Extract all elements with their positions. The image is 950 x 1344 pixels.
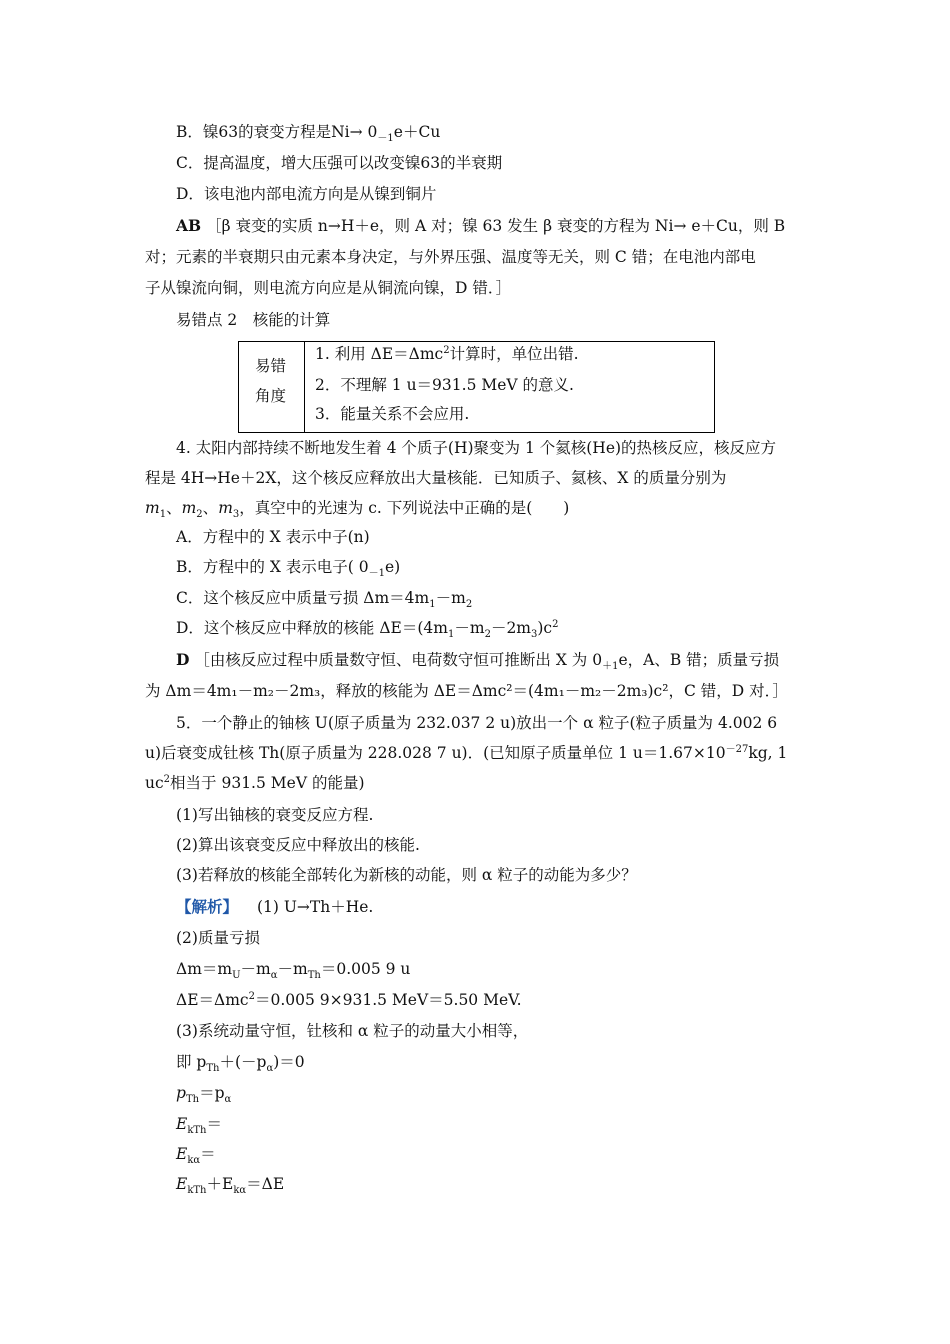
q5-solution-line-10: $E_{kTh}+E_{k\alpha}=\Delta E$ xyxy=(176,1175,285,1197)
q5-stem-line-2: u)后衰变成钍核 Th(原子质量为 228.028 7 u)．(已知原子质量单位 1 $u=1.67\times 10^{-27}kg$, 1 xyxy=(145,743,788,762)
q3-answer-line-3: 子从镍流向铜，则电流方向应是从铜流向镍，D 错．］ xyxy=(145,279,512,297)
solution-tag: 【解析】 xyxy=(176,897,239,916)
q4-option-c: C．这个核反应中质量亏损 $\Delta m=4m_1-m_2$ xyxy=(176,589,473,611)
q4-stem-line-3: $m_1$、$m_2$、$m_3$，真空中的光速为 c. 下列说法中正确的是( ) xyxy=(145,499,570,521)
q5-part-3: (3)若释放的核能全部转化为新核的动能，则 α 粒子的动能为多少？ xyxy=(176,866,637,884)
q5-solution-line-4: ΔE＝Δmc$^2$＝0.005 9×931.5 MeV＝5.50 MeV. xyxy=(176,990,522,1009)
q3-answer-line-2: 对；元素的半衰期只由元素本身决定，与外界压强、温度等无关，则 C 错；在电池内部电 xyxy=(145,248,756,266)
q5-stem-line-1: 5．一个静止的铀核 U(原子质量为 232.037 2 u)放出一个 α 粒子(粒子质量为 4.002 6 xyxy=(176,714,778,732)
table-row-3: 3．能量关系不会应用. xyxy=(315,405,470,423)
q5-solution-line-5: (3)系统动量守恒，钍核和 α 粒子的动量大小相等， xyxy=(176,1022,529,1040)
q5-part-2: (2)算出该衰变反应中释放出的核能. xyxy=(176,836,420,854)
q5-solution-line-2: (2)质量亏损 xyxy=(176,929,260,947)
q4-answer-line-1: D ［由核反应过程中质量数守恒、电荷数守恒可推断出 X 为 $0_{+1}e$，A、B 错；质量亏损 xyxy=(176,650,780,673)
q4-answer-line-2: 为 Δm＝4m₁－m₂－2m₃，释放的核能为 ΔE＝Δmc²＝(4m₁－m₂－2m₃)c²，C 错，D 对．］ xyxy=(145,682,788,700)
table-label-line-1: 易错 xyxy=(255,357,287,375)
table-row-2: 2．不理解 1 u＝931.5 MeV 的意义. xyxy=(315,376,574,394)
q5-solution-line-3: $\Delta m=m_U-m_\alpha-m_{Th}=0.005$ 9 u xyxy=(176,960,411,982)
q3-option-d: D．该电池内部电流方向是从镍到铜片 xyxy=(176,185,437,203)
q5-solution-line-1: 【解析】 (1) U→Th＋He. xyxy=(176,897,374,916)
q4-stem-line-2: 程是 4H→He＋2X，这个核反应释放出大量核能．已知质子、氦核、X 的质量分别为 xyxy=(145,469,727,487)
q5-stem-line-3: $uc^2$相当于 931.5 MeV 的能量) xyxy=(145,773,365,792)
table-row-1: 1. 利用 ΔE＝Δmc$^2$计算时，单位出错. xyxy=(315,344,579,363)
q3-option-c: C．提高温度，增大压强可以改变镍63的半衰期 xyxy=(176,154,503,172)
table-label-cell xyxy=(239,342,305,432)
q5-solution-line-7: $p_{Th}=p_\alpha$ xyxy=(176,1084,232,1106)
q4-option-a: A．方程中的 X 表示中子(n) xyxy=(176,528,370,546)
q3-answer-key: AB xyxy=(176,216,202,235)
q4-stem-line-1: 4. 太阳内部持续不断地发生着 4 个质子(H)聚变为 1 个氦核(He)的热核反应，核反应方 xyxy=(176,439,777,457)
table-label-line-2: 角度 xyxy=(255,387,287,405)
q5-solution-line-9: $E_{k\alpha}=$ xyxy=(176,1145,216,1167)
q4-option-d: D．这个核反应中释放的核能 $\Delta E=(4m_1-m_2-2m_3)c^2$ xyxy=(176,618,559,641)
section-title: 易错点 2 核能的计算 xyxy=(176,311,331,329)
q4-option-b: B．方程中的 X 表示电子( $0_{-1}e$) xyxy=(176,558,401,580)
error-angle-table xyxy=(238,341,715,433)
q5-solution-line-6: 即 $p_{Th}+(-p_\alpha)=0$ xyxy=(176,1053,305,1075)
q3-answer-line-1: AB ［β 衰变的实质 n→H＋e，则 A 对；镍 63 发生 β 衰变的方程为 Ni→ e＋Cu，则 B xyxy=(176,216,786,235)
q5-solution-line-8: $E_{kTh}=$ xyxy=(176,1115,223,1137)
q5-part-1: (1)写出铀核的衰变反应方程. xyxy=(176,806,374,824)
q3-option-b: B．镍63的衰变方程是$Ni\to 0_{-1}e+Cu$ xyxy=(176,123,441,145)
q4-answer-key: D xyxy=(176,650,190,669)
